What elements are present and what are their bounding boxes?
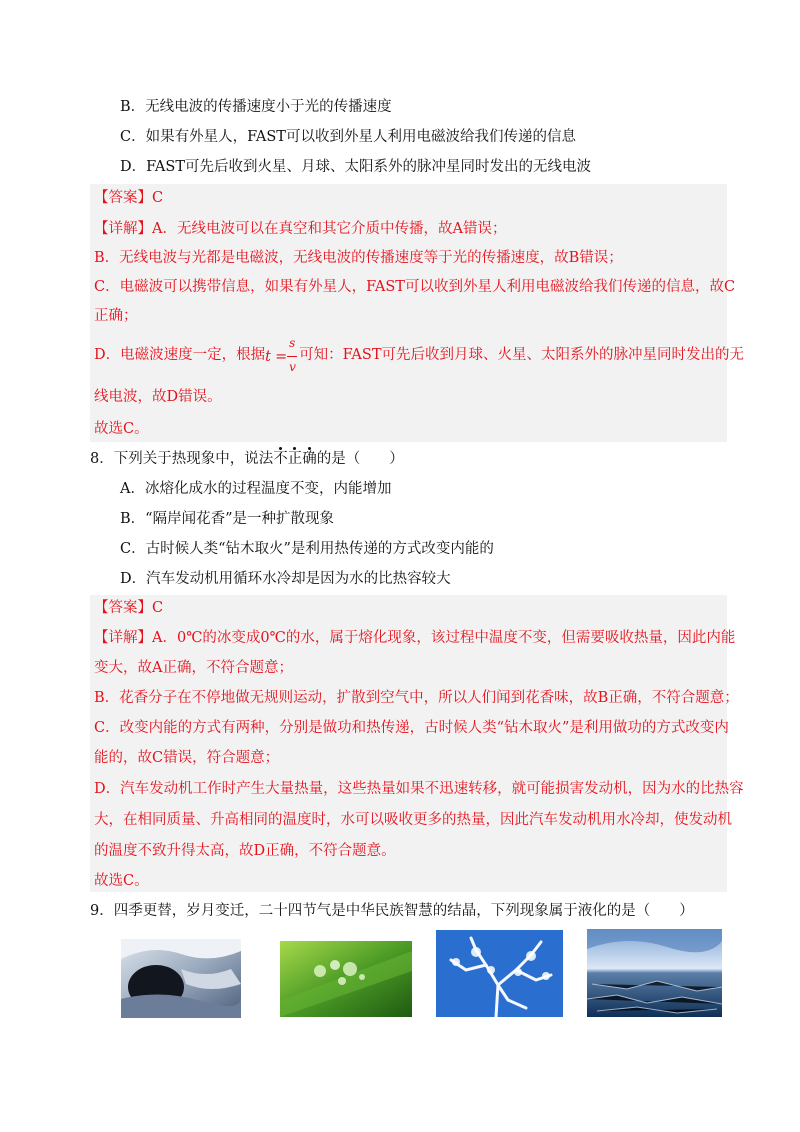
q7-detail-d1-pre: D．电磁波速度一定，根据 [94, 347, 266, 363]
q8-detail-prefix: 【详解】 [94, 630, 152, 646]
speed-formula [265, 336, 299, 374]
q8-option-d: D．汽车发动机用循环水冷却是因为水的比热容较大 [120, 571, 451, 587]
q9-stem: 9．四季更替，岁月变迁，二十四节气是中华民族智慧的结晶，下列现象属于液化的是（ ） [90, 903, 694, 919]
q7-detail-d1 [94, 336, 744, 374]
emphasis-char: 不 [273, 451, 288, 467]
q8-stem [90, 449, 404, 469]
q8-option-b: B．“隔岸闻花香”是一种扩散现象 [120, 511, 334, 527]
photo-frost-tree [436, 930, 563, 1017]
q8-detail-c2: 能的，故C错误，符合题意； [94, 750, 280, 766]
q7-detail-c2: 正确； [94, 308, 138, 324]
q8-stem-pre: 8．下列关于热现象中，说法 [90, 451, 274, 467]
photo-river-ice [121, 939, 241, 1018]
q8-detail-d1: D．汽车发动机工作时产生大量热量，这些热量如果不迅速转移，就可能损害发动机，因为水的比热容 [94, 781, 744, 797]
q8-detail-d3: 的温度不致升得太高，故D正确，不符合题意。 [94, 843, 396, 859]
formula-t: t [265, 349, 271, 365]
q7-option-b: B．无线电波的传播速度小于光的传播速度 [120, 99, 392, 115]
q7-detail-a-text: A．无线电波可以在真空和其它介质中传播，故A错误； [152, 221, 507, 237]
q8-conclusion: 故选C。 [94, 873, 149, 889]
q8-stem-post: 的是（ ） [316, 451, 404, 467]
q8-detail-a1 [94, 628, 735, 648]
q8-detail-c1: C．改变内能的方式有两种，分别是做功和热传递，古时候人类“钻木取火”是利用做功的方式改变内 [94, 720, 729, 736]
q7-detail-c1: C．电磁波可以携带信息，如果有外星人，FAST可以收到外星人利用电磁波给我们传递的信息，故C [94, 279, 736, 295]
formula-denominator: v [289, 360, 296, 374]
q7-detail-a [94, 219, 506, 239]
q7-detail-d1-post: 可知：FAST可先后收到月球、火星、太阳系外的脉冲星同时发出的无 [299, 347, 744, 363]
q7-answer: 【答案】C [94, 190, 164, 206]
q8-detail-b: B．花香分子在不停地做无规则运动，扩散到空气中，所以人们闻到花香味，故B正确，不符合题意； [94, 690, 739, 706]
q7-option-d: D．FAST可先后收到火星、月球、太阳系外的脉冲星同时发出的无线电波 [120, 159, 591, 175]
q7-conclusion: 故选C。 [94, 421, 149, 437]
photo-frozen-lake [587, 929, 722, 1017]
q7-detail-b: B．无线电波与光都是电磁波，无线电波的传播速度等于光的传播速度，故B错误； [94, 250, 623, 266]
q7-option-c: C．如果有外星人，FAST可以收到外星人利用电磁波给我们传递的信息 [120, 129, 576, 145]
emphasis-char: 正 [287, 451, 303, 467]
formula-numerator: s [289, 336, 296, 350]
q8-option-c: C．古时候人类“钻木取火”是利用热传递的方式改变内能的 [120, 541, 494, 557]
q8-option-a: A．冰熔化成水的过程温度不变，内能增加 [120, 481, 392, 497]
formula-eq: = [275, 349, 288, 365]
q8-detail-a2: 变大，故A正确，不符合题意； [94, 660, 293, 676]
emphasis-char: 确 [302, 451, 317, 467]
q8-detail-a1-text: A．0℃的冰变成0℃的水，属于熔化现象，该过程中温度不变，但需要吸收热量，因此内能 [152, 630, 736, 646]
q7-detail-prefix: 【详解】 [94, 221, 152, 237]
q8-answer: 【答案】C [94, 600, 164, 616]
q8-detail-d2: 大，在相同质量、升高相同的温度时，水可以吸收更多的热量，因此汽车发动机用水冷却，使发动机 [94, 812, 732, 828]
q7-detail-d2: 线电波，故D错误。 [94, 389, 222, 405]
photo-dew-drops [280, 941, 412, 1017]
